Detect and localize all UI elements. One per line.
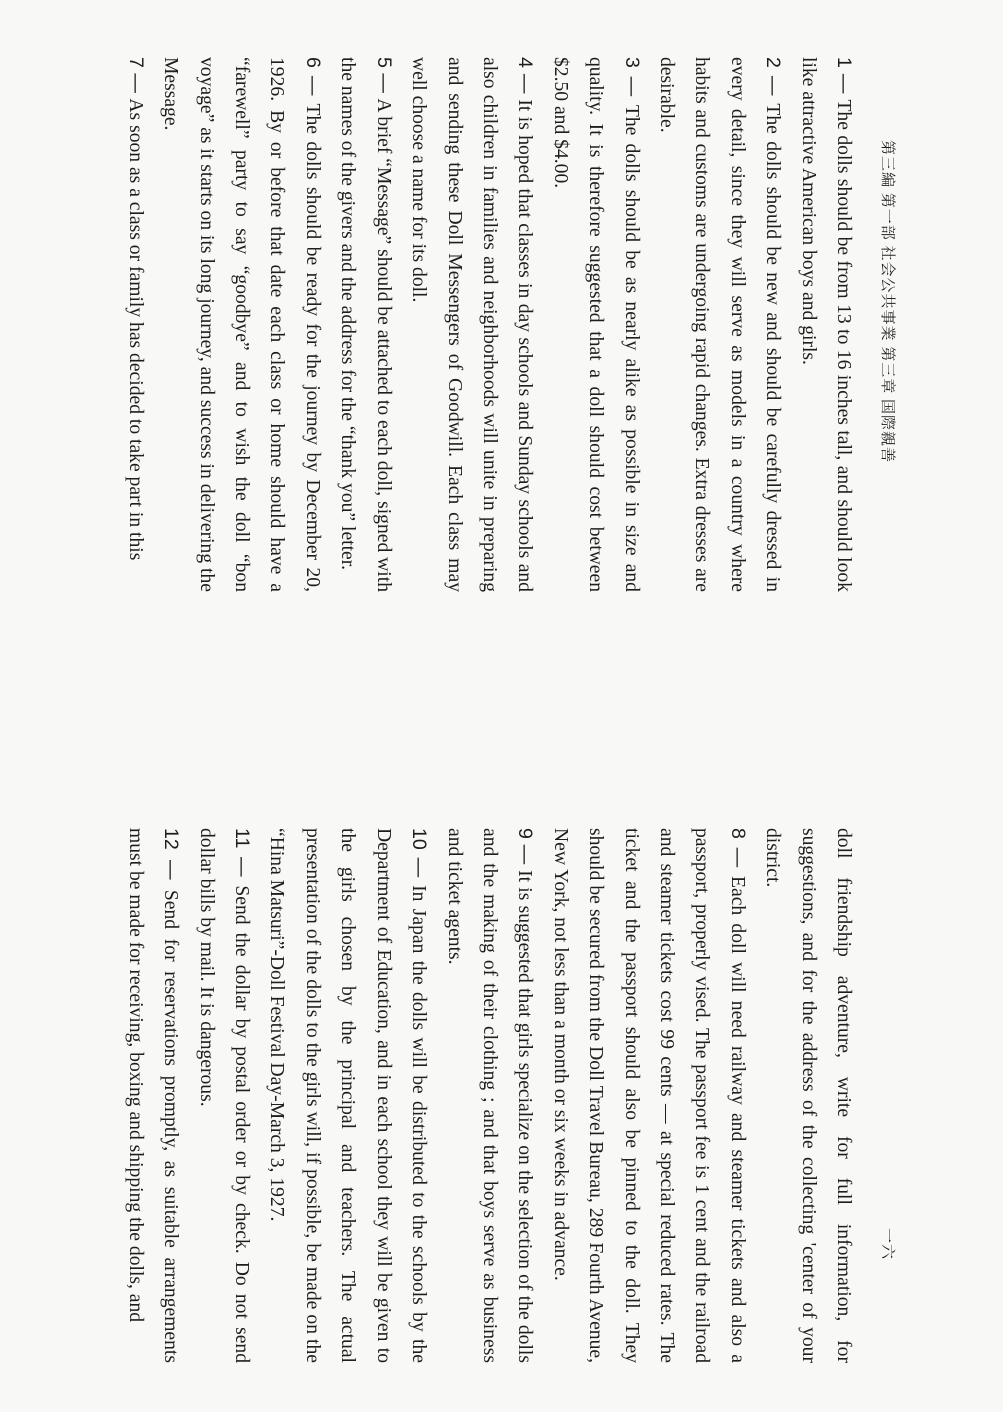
page-number: 一六 — [879, 1227, 895, 1260]
paragraph-text: The dolls should be as nearly alike as possible in size and quality. It is therefore suggested that a doll should cost between $2.50 and $4.00. — [549, 57, 642, 592]
paragraph-7 — [117, 57, 152, 592]
paragraph-text: A brief “Message” should be attached to each doll, signed with the names of the givers and the address for the “thank you” letter. — [337, 57, 394, 592]
item-number: 8 — — [726, 828, 749, 877]
paragraph-text: It is hoped that classes in day schools and Sunday schools and also children in families and neighborhoods will unite in preparing and sending these Doll Messengers of Goodwill. Each class may well choose a name for its doll. — [408, 57, 536, 592]
paragraph-8 — [542, 828, 754, 1363]
paragraph-11 — [188, 828, 259, 1363]
paragraph-text: Each doll will need railway and steamer tickets and also a passport, properly vised. The passport fee is 1 cent and the railroad and steamer tickets cost 99 cents — at special reduced rates. The ticket and the passport should also be pinned to the doll. They should be secured from the Doll Travel Bureau, 289 Fourth Avenue, New York, not less than a month or six weeks in advance. — [549, 828, 748, 1363]
item-number: 5 — — [372, 57, 395, 99]
item-number: 11 — — [231, 828, 254, 886]
paragraph-10 — [259, 828, 436, 1363]
paragraph-7-continuation: doll friendship adventure, write for full information, for suggestions, and for the address of the collecting 'center of your district. — [762, 828, 854, 1363]
paragraph-text: It is suggested that girls specialize on the selection of the dolls and the making of their clothing ; and that boys serve as business and ticket agents. — [443, 828, 536, 1363]
item-number: 12 — — [160, 828, 183, 890]
paragraph-12 — [117, 828, 188, 1363]
paragraph-6 — [153, 57, 330, 592]
item-number: 1 — — [833, 57, 855, 100]
item-number: 6 — — [301, 57, 324, 104]
running-title: 第三編 第一部 社会公共事業 第三章 国際親善 — [879, 140, 895, 464]
paragraph-text: As soon as a class or family has decided to take part in this — [124, 98, 146, 561]
item-number: 3 — — [620, 57, 643, 105]
paragraph-text: Send the dollar by postal order or by check. Do not send dollar bills by mail. It is dangerous. — [195, 828, 253, 1363]
item-number: 4 — — [514, 57, 537, 100]
paragraph-text: The dolls should be from 13 to 16 inches tall, and should look like attractive American boys and girls. — [797, 57, 854, 592]
left-column — [117, 57, 861, 592]
paragraph-5 — [330, 57, 401, 592]
paragraph-1 — [790, 57, 861, 592]
right-column — [117, 828, 861, 1363]
item-number: 10 — — [408, 828, 431, 886]
item-number: 9 — — [514, 828, 537, 871]
item-number: 2 — — [762, 57, 785, 104]
paragraph-text: The dolls should be ready for the journey by December 20, 1926. By or before that date each class or home should have a “farewell” party to say “goodbye” and to wish the doll “bon voyage” as it starts on its long journey, and success in delivering the Message. — [160, 57, 323, 592]
paragraph-9 — [436, 828, 542, 1363]
paragraph-4 — [401, 57, 543, 592]
paragraph-text: In Japan the dolls will be distributed to the schools by the Department of Education, and in each school they will be given to the girls chosen by the principal and teachers. The actual presentation of the dolls to the girls will, if possible, be made on the “Hina Matsuri”-Doll Festival Day-March 3, 1927. — [266, 828, 430, 1363]
item-number: 7 — — [124, 57, 147, 99]
paragraph-text: Send for reservations promptly, as suitable arrangements must be made for receiving, boxing and shipping the dolls, and — [124, 828, 182, 1363]
paragraph-2 — [649, 57, 791, 592]
paragraph-3 — [542, 57, 648, 592]
paragraph-text: The dolls should be new and should be carefully dressed in every detail, since they will serve as models in a country where habits and customs are undergoing rapid changes. Extra dresses are desirable. — [655, 57, 784, 592]
